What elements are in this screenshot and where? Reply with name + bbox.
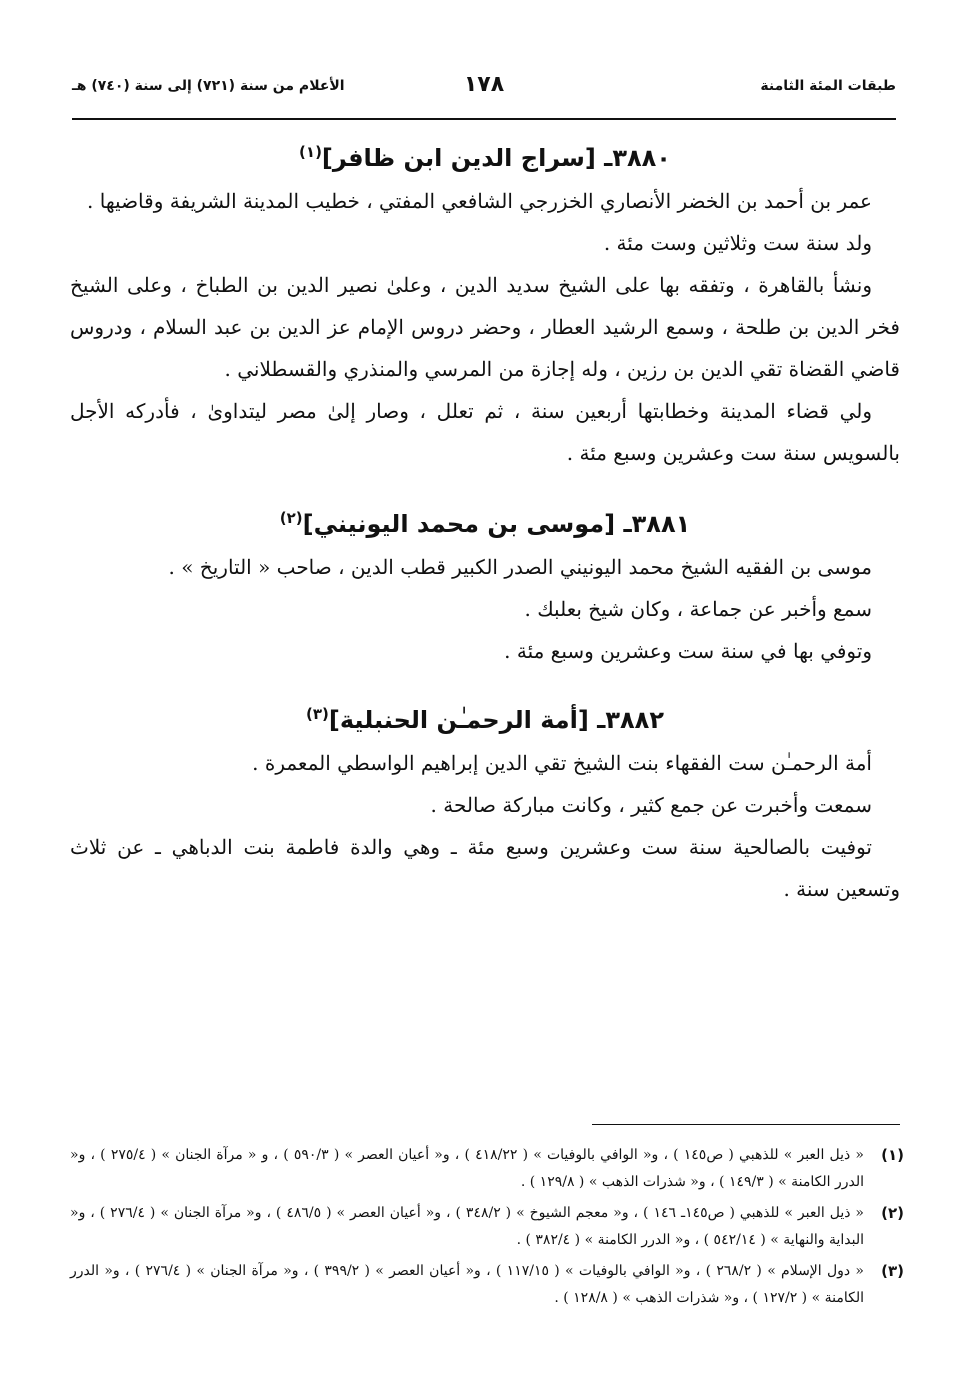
entry-heading bbox=[70, 496, 900, 546]
footnote-rule bbox=[592, 1124, 900, 1125]
footnote-text: « ذيل العبر » للذهبي ( ص١٤٥ ) ، و« الوافي بالوفيات » ( ٤١٨/٢٢ ) ، و« أعيان العصر » ( ٥٩٠/٣ ) ، و « مرآة الجنان » ( ٢٧٥/٤ ) ، و« الدرر الكامنة » ( ١٤٩/٣ ) ، و« شذرات الذهب » ( ١٢٩/٨ ) . bbox=[70, 1147, 864, 1190]
entry-paragraph: سمع وأخبر عن جماعة ، وكان شيخ بعلبك . bbox=[524, 597, 872, 621]
footnote-ref: (٣) bbox=[306, 705, 329, 723]
footnote bbox=[70, 1142, 904, 1196]
entry-paragraph: توفيت بالصالحية سنة ست وعشرين وسبع مئة ـ وهي والدة فاطمة بنت الدباهي ـ عن ثلاث وتسعين سنة . bbox=[70, 835, 900, 901]
entry-heading bbox=[70, 692, 900, 742]
entry-paragraph: ونشأ بالقاهرة ، وتفقه بها على الشيخ سديد الدين ، وعلىٰ نصير الدين بن الطباخ ، وعلى الشيخ فخر الدين بن طلحة ، وسمع الرشيد العطار ، وحضر دروس الإمام عز الدين بن عبد السلام ، ودروس قاضي القضاة تقي الدين بن رزين ، وله إجازة من المرسي والمنذري والقسطلاني . bbox=[70, 273, 900, 381]
footnote-number: (١) bbox=[881, 1146, 904, 1164]
entry-3880 bbox=[70, 130, 900, 474]
footnote-text: « ذيل العبر » للذهبي ( ص١٤٥ـ ١٤٦ ) ، و« معجم الشيوخ » ( ٣٤٨/٢ ) ، و« أعيان العصر » ( ٤٨٦/٥ ) ، و« مرآة الجنان » ( ٢٧٦/٤ ) ، و« البداية والنهاية » ( ٥٤٢/١٤ ) ، و« الدرر الكامنة » ( ٣٨٢/٤ ) . bbox=[70, 1205, 864, 1248]
footnote-text: « دول الإسلام » ( ٢٦٨/٢ ) ، و« الوافي بالوفيات » ( ١١٧/١٥ ) ، و« أعيان العصر » ( ٣٩٩/٢ ) ، و« مرآة الجنان » ( ٢٧٦/٤ ) ، و« الدرر الكامنة » ( ١٢٧/٢ ) ، و« شذرات الذهب » ( ١٢٨/٨ ) . bbox=[70, 1263, 864, 1306]
header-rule bbox=[72, 118, 896, 120]
entry-name: [سراج الدين ابن ظافر] bbox=[321, 144, 596, 172]
header-section-title: طبقات المئة الثامنة bbox=[760, 78, 896, 94]
page-body bbox=[70, 130, 900, 910]
entry-name: [أمة الرحمـٰن الحنبلية] bbox=[328, 706, 589, 734]
entry-name: [موسى بن محمد اليونيني] bbox=[302, 510, 616, 538]
entry-heading bbox=[70, 130, 900, 180]
footnote bbox=[70, 1200, 904, 1254]
entry-3882 bbox=[70, 692, 900, 910]
footnote-ref: (١) bbox=[299, 143, 322, 161]
entry-paragraph: سمعت وأخبرت عن جمع كثير ، وكانت مباركة صالحة . bbox=[430, 793, 872, 817]
entry-paragraph: أمة الرحمـٰن ست الفقهاء بنت الشيخ تقي الدين إبراهيم الواسطي المعمرة . bbox=[252, 751, 872, 775]
header-range: الأعلام من سنة (٧٢١) إلى سنة (٧٤٠) هـ bbox=[72, 78, 345, 94]
entry-paragraph: ولد سنة ست وثلاثين وست مئة . bbox=[603, 231, 872, 255]
entry-paragraph: عمر بن أحمد بن الخضر الأنصاري الخزرجي الشافعي المفتي ، خطيب المدينة الشريفة وقاضيها . bbox=[87, 189, 872, 213]
entry-number: ٣٨٨٢ـ bbox=[597, 706, 664, 734]
entry-paragraph: وتوفي بها في سنة ست وعشرين وسبع مئة . bbox=[504, 639, 872, 663]
entry-paragraph: موسى بن الفقيه الشيخ محمد اليونيني الصدر الكبير قطب الدين ، صاحب « التاريخ » . bbox=[168, 555, 872, 579]
running-header bbox=[72, 72, 896, 112]
entry-3881 bbox=[70, 496, 900, 672]
entry-number: ٣٨٨٠ـ bbox=[604, 144, 671, 172]
footnote-number: (٣) bbox=[881, 1262, 904, 1280]
footnote-ref: (٢) bbox=[279, 509, 303, 527]
footnote bbox=[70, 1258, 904, 1312]
footnote-number: (٢) bbox=[881, 1204, 904, 1222]
page-number: ١٧٨ bbox=[463, 72, 505, 97]
entry-paragraph: ولي قضاء المدينة وخطابتها أربعين سنة ، ثم تعلل ، وصار إلىٰ مصر ليتداوىٰ ، فأدركه الأجل بالسويس سنة ست وعشرين وسبع مئة . bbox=[70, 399, 900, 465]
footnotes bbox=[70, 1142, 904, 1316]
entry-number: ٣٨٨١ـ bbox=[623, 510, 691, 538]
